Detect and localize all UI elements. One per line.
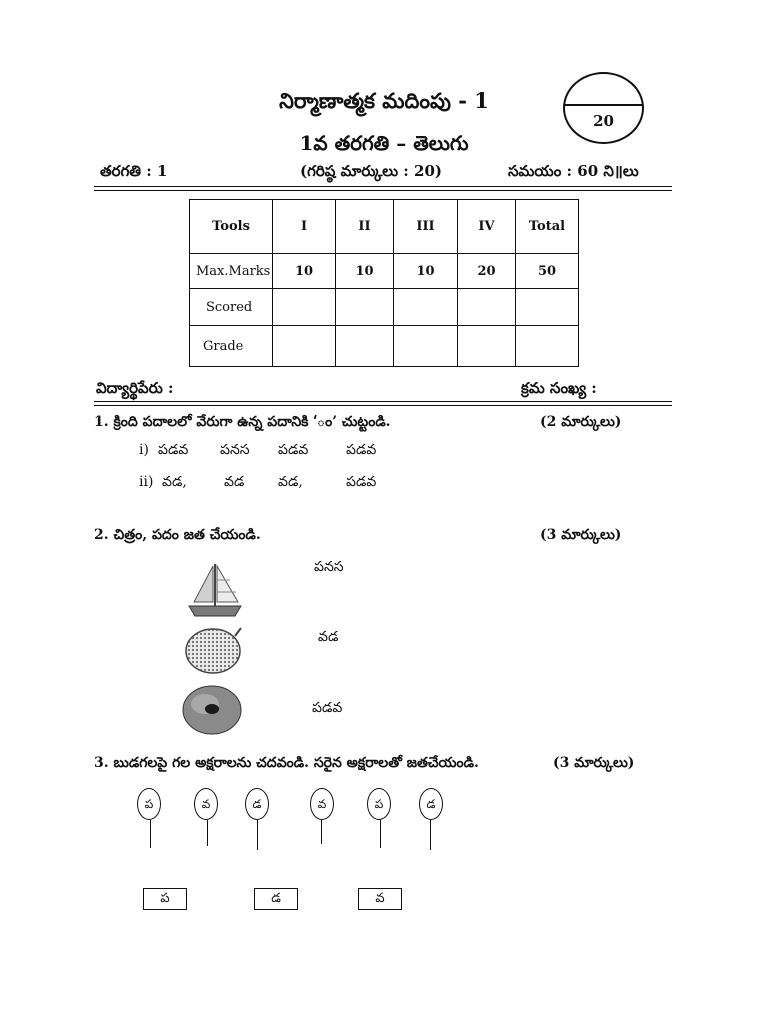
table-header-cell: Tools bbox=[190, 200, 273, 254]
q2-word: పనస bbox=[314, 559, 344, 575]
answer-box: వ bbox=[358, 888, 402, 910]
table-header-row bbox=[190, 200, 579, 254]
answer-box: డ bbox=[254, 888, 298, 910]
table-cell: 10 bbox=[336, 254, 394, 289]
balloon: వ bbox=[194, 788, 218, 820]
table-cell bbox=[394, 326, 458, 367]
balloon-string bbox=[321, 820, 322, 844]
page-title: నిర్మాణాత్మక మదింపు - 1 bbox=[279, 88, 489, 113]
table-cell bbox=[336, 289, 394, 326]
q1-word: వడ, bbox=[278, 474, 303, 490]
question-3: 3. బుడగలపై గల అక్షరాలను చదవండి. సరైన అక్షరాలతో జతచేయండి. bbox=[94, 755, 479, 771]
max-marks-label: (గరిష్ఠ మార్కులు : 20) bbox=[300, 162, 442, 180]
marks-table bbox=[189, 199, 579, 367]
row-label: Max.Marks bbox=[190, 254, 273, 289]
table-cell: 50 bbox=[516, 254, 579, 289]
table-cell bbox=[336, 326, 394, 367]
table-cell: 10 bbox=[273, 254, 336, 289]
balloon: డ bbox=[419, 788, 443, 820]
answer-box: ప bbox=[143, 888, 187, 910]
table-cell bbox=[273, 326, 336, 367]
table-cell bbox=[394, 289, 458, 326]
table-row bbox=[190, 289, 579, 326]
question-1: 1. క్రింది పదాలలో వేరుగా ఉన్న పదానికి ‘ం’ చుట్టండి. bbox=[94, 414, 391, 430]
q1-word: పనస bbox=[220, 442, 250, 458]
q2-word: పడవ bbox=[312, 700, 343, 716]
class-label: తరగతి : 1 bbox=[100, 162, 168, 180]
table-header-cell: IV bbox=[458, 200, 516, 254]
question-1-marks: (2 మార్కులు) bbox=[540, 414, 622, 430]
q1-word: వడ, bbox=[162, 474, 187, 490]
table-cell: 10 bbox=[394, 254, 458, 289]
q1-word: వడ bbox=[224, 474, 245, 490]
vada-icon bbox=[181, 684, 243, 736]
table-cell bbox=[458, 326, 516, 367]
serial-number-label: క్రమ సంఖ్య : bbox=[521, 379, 597, 397]
table-row bbox=[190, 326, 579, 367]
table-cell bbox=[458, 289, 516, 326]
score-divider bbox=[565, 104, 642, 106]
student-name-label: విద్యార్థిపేరు : bbox=[96, 379, 174, 397]
page-subtitle: 1వ తరగతి – తెలుగు bbox=[299, 131, 469, 155]
balloon-string bbox=[257, 820, 258, 850]
q1-word: పడవ bbox=[346, 442, 377, 458]
q2-word: వడ bbox=[318, 629, 339, 645]
score-total: 20 bbox=[593, 112, 614, 130]
table-cell bbox=[516, 326, 579, 367]
balloon-string bbox=[380, 820, 381, 848]
balloon-string bbox=[150, 820, 151, 848]
table-row bbox=[190, 254, 579, 289]
balloon: ప bbox=[367, 788, 391, 820]
table-header-cell: Total bbox=[516, 200, 579, 254]
time-label: సమయం : 60 ని॥లు bbox=[508, 162, 639, 180]
row-label: Grade bbox=[190, 326, 273, 367]
boat-icon bbox=[186, 558, 244, 620]
q1-row-number: i) bbox=[139, 442, 149, 458]
table-cell bbox=[273, 289, 336, 326]
divider bbox=[94, 401, 672, 406]
q1-word: పడవ bbox=[346, 474, 377, 490]
balloon: వ bbox=[310, 788, 334, 820]
question-3-marks: (3 మార్కులు) bbox=[553, 755, 635, 771]
table-cell bbox=[516, 289, 579, 326]
balloon: డ bbox=[245, 788, 269, 820]
divider bbox=[94, 186, 672, 191]
balloon-string bbox=[207, 820, 208, 846]
q1-word: పడవ bbox=[278, 442, 309, 458]
table-cell: 20 bbox=[458, 254, 516, 289]
score-circle bbox=[563, 72, 644, 144]
row-label: Scored bbox=[190, 289, 273, 326]
question-2: 2. చిత్రం, పదం జత చేయండి. bbox=[94, 527, 261, 543]
jackfruit-icon bbox=[183, 624, 243, 676]
question-2-marks: (3 మార్కులు) bbox=[540, 527, 622, 543]
table-header-cell: I bbox=[273, 200, 336, 254]
table-header-cell: II bbox=[336, 200, 394, 254]
q1-word: పడవ bbox=[158, 442, 189, 458]
table-header-cell: III bbox=[394, 200, 458, 254]
balloon-string bbox=[430, 820, 431, 850]
q1-row-number: ii) bbox=[139, 474, 154, 490]
balloon: ప bbox=[137, 788, 161, 820]
